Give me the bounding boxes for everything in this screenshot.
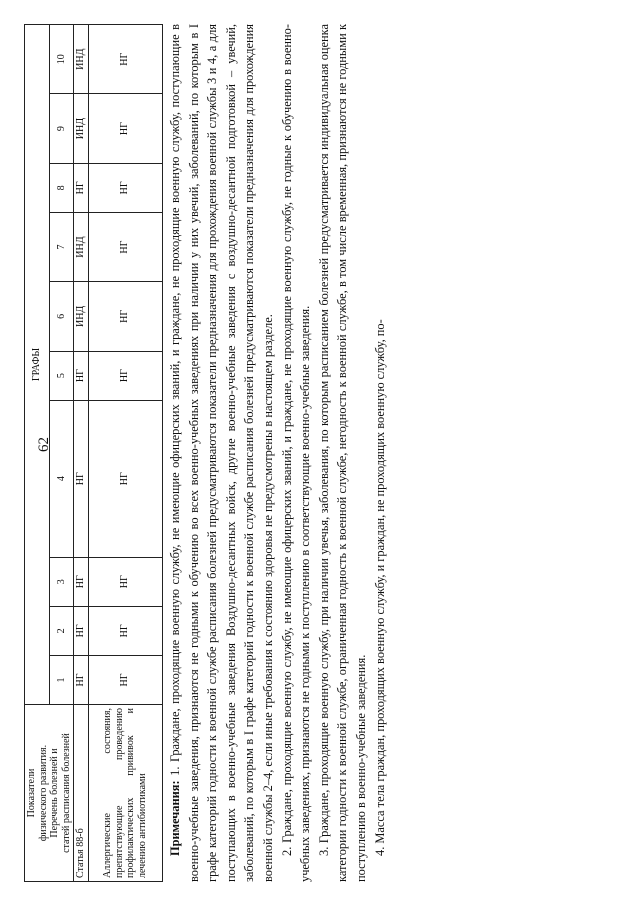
table-cell: НГ — [88, 351, 162, 400]
header-line: Показатели — [26, 768, 37, 818]
table-cell: НГ — [74, 351, 89, 400]
note-paragraph-3: 3. Граждане, проходящие военную службу, при наличии увечья, заболевания, по которым расписанием болезней предусматривается индивидуальная оценка категории годности к военной службе, ограниченная годность к военной службе, негодность к военной службе, в том числе временная, признаются не годными к поступлению в военно-учебные заведения. — [316, 24, 369, 882]
table-cell: НГ — [88, 655, 162, 704]
table-row — [74, 25, 89, 882]
table-cell: НГ — [88, 606, 162, 655]
fitness-table — [24, 24, 163, 882]
column-number: 10 — [49, 25, 74, 94]
table-cell: НГ — [88, 557, 162, 606]
table-cell: НГ — [88, 282, 162, 351]
column-number: 8 — [49, 163, 74, 212]
table-cell: ИНД — [74, 282, 89, 351]
column-number: 2 — [49, 606, 74, 655]
note-paragraph-2: 2. Граждане, проходящие военную службу, не имеющие офицерских званий, и граждане, не проходящие военную службу, не годные к обучению в военно-учебных заведениях, признаются не годными к поступлению в соответствующие военно-учебные заведения. — [279, 24, 313, 882]
table-cell: НГ — [88, 400, 162, 557]
column-number: 3 — [49, 557, 74, 606]
diagnosis-label: Аллергические состояния, препятствующие проведению профилактических прививок и лечению антибиотиками — [88, 705, 162, 882]
table-cell: НГ — [74, 163, 89, 212]
table-cell: НГ — [88, 25, 162, 94]
column-number: 9 — [49, 94, 74, 163]
note-paragraph-1 — [166, 24, 278, 882]
rotated-page-content — [18, 24, 618, 882]
table-cell: НГ — [88, 163, 162, 212]
table-cell: НГ — [88, 94, 162, 163]
table-cell: НГ — [74, 400, 89, 557]
header-line: Перечень болезней и — [49, 748, 60, 838]
table-cell: ИНД — [74, 94, 89, 163]
note-paragraph-4: 4. Масса тела граждан, проходящих военную службу, и граждан, не проходящих военную службу, по- — [372, 319, 387, 856]
group-header: ГРАФЫ — [25, 25, 50, 705]
article-label: Статья 88-б — [74, 705, 89, 882]
table-cell: НГ — [74, 606, 89, 655]
table-cell: ИНД — [74, 25, 89, 94]
page-number: 62 — [36, 437, 52, 452]
table-header-row — [25, 25, 50, 882]
table-cell: НГ — [88, 212, 162, 281]
table-cell: НГ — [74, 655, 89, 704]
column-number: 6 — [49, 282, 74, 351]
table-cell: НГ — [74, 557, 89, 606]
column-number: 4 — [49, 400, 74, 557]
table-row-header — [25, 705, 74, 882]
header-line: статей расписания болезней — [60, 733, 72, 853]
column-number: 1 — [49, 655, 74, 704]
column-number: 7 — [49, 212, 74, 281]
notes-heading: Примечания: — [168, 780, 182, 856]
table-cell: ИНД — [74, 212, 89, 281]
column-number: 5 — [49, 351, 74, 400]
header-line: физического развития. — [37, 744, 49, 842]
notes-section — [166, 24, 389, 882]
note-text: 1. Граждане, проходящие военную службу, не имеющие офицерских званий, и граждане, не проходящие военную службу, поступающие в военно-учебные заведения, признаются не годными к обучению во всех военно-учебных заведениях при наличии у них увечий, заболеваний, по которым в I графе категорий годности к военной службе расписания болезней предусматриваются показатели предназначения для прохождения военной службы 3 и 4, а для поступающих в военно-учебные заведения Воздушно-десантных войск, другие военно-учебные заведения с воздушно-десантной подготовкой – увечий, заболеваний, по которым в I графе категорий годности к военной службе расписания болезней предусматриваются показатели предназначения для прохождения военной службы 2–4, если иные требования к состоянию здоровья не предусмотрены в настоящем разделе. — [168, 24, 276, 882]
table-row — [88, 25, 162, 882]
